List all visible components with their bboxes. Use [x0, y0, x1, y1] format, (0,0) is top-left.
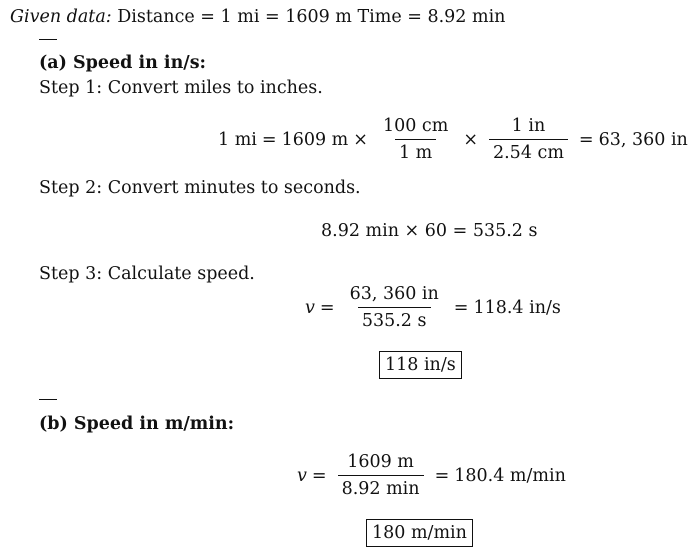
eq3-equals: =	[319, 297, 335, 318]
eqb-equals: =	[311, 465, 327, 486]
eq1-term: 1609 m	[281, 129, 349, 150]
eqb-equals-2: =	[434, 465, 450, 486]
eqb-variable: v	[297, 465, 307, 486]
eq3-fraction	[346, 283, 443, 332]
eq1-times-1: ×	[353, 129, 368, 150]
eq1-equals: =	[261, 129, 277, 150]
given-data-line	[10, 6, 505, 28]
eq3-variable: v	[305, 297, 315, 318]
separator-dash-a	[39, 39, 57, 40]
eqb-denominator: 8.92 min	[338, 475, 424, 500]
eqb-numerator: 1609 m	[347, 452, 414, 472]
eq1-result: 63, 360 in	[598, 129, 688, 150]
eq3-denominator: 535.2 s	[358, 307, 431, 332]
eq1-equals-2: =	[578, 129, 594, 150]
eq1-times-2: ×	[463, 129, 478, 150]
given-data-label: Given data:	[10, 7, 112, 27]
step-2-text: Step 2: Convert minutes to seconds.	[39, 178, 361, 198]
part-b-heading: (b) Speed in m/min:	[39, 414, 235, 434]
equation-speed-in-per-s	[305, 283, 561, 332]
step-1-text: Step 1: Convert miles to inches.	[39, 78, 323, 98]
eq1-f2-denominator: 2.54 cm	[489, 139, 568, 164]
eq3-equals-2: =	[453, 297, 469, 318]
eq3-result: 118.4 in/s	[473, 297, 561, 318]
step-3-text: Step 3: Calculate speed.	[39, 264, 255, 284]
eq1-fraction-in-per-cm	[489, 115, 568, 164]
answer-box-a: 118 in/s	[379, 351, 462, 379]
given-data-text: Distance = 1 mi = 1609 m Time = 8.92 min	[117, 7, 506, 27]
separator-dash-b	[39, 399, 57, 400]
eq1-lhs: 1 mi	[218, 129, 257, 150]
equation-miles-to-inches	[218, 115, 688, 164]
equation-minutes-to-seconds: 8.92 min × 60 = 535.2 s	[321, 221, 538, 241]
eqb-result: 180.4 m/min	[454, 465, 566, 486]
eq1-f2-numerator: 1 in	[511, 116, 546, 136]
eq1-f1-numerator: 100 cm	[382, 116, 449, 136]
answer-box-b: 180 m/min	[366, 519, 473, 547]
eq3-numerator: 63, 360 in	[349, 284, 439, 304]
part-a-heading: (a) Speed in in/s:	[39, 53, 207, 73]
equation-speed-m-per-min	[297, 451, 566, 500]
eq1-f1-denominator: 1 m	[395, 139, 436, 164]
eq1-fraction-cm-per-m	[379, 115, 452, 164]
eqb-fraction	[338, 451, 424, 500]
